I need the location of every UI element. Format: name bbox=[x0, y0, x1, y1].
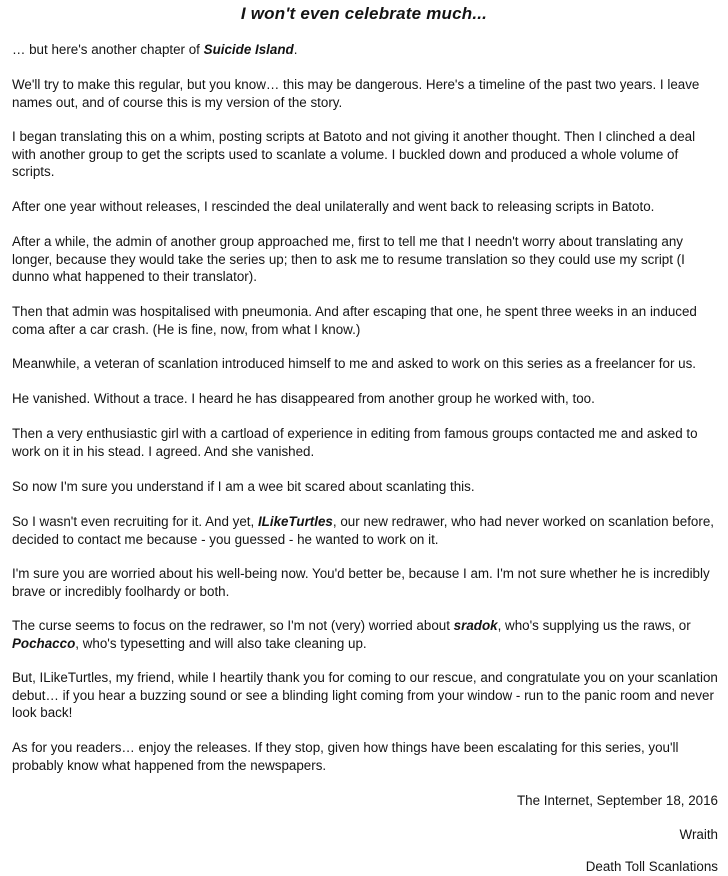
paragraph-text: Meanwhile, a veteran of scanlation introduced himself to me and asked to work on this series as a freelancer for us. bbox=[12, 356, 697, 371]
paragraph-text: I'm sure you are worried about his well-being now. You'd better be, because I am. I'm not sure whether he is incredibly brave or incredibly foolhardy or both. bbox=[12, 566, 710, 599]
paragraph bbox=[12, 565, 720, 600]
paragraph-text: But, ILikeTurtles, my friend, while I heartily thank you for coming to our rescue, and congratulate you on your scanlation debut… if you hear a buzzing sound or see a blinding light coming from your window - run to the panic room and never look back! bbox=[12, 670, 718, 721]
paragraph-text: The curse seems to focus on the redrawer, so I'm not (very) worried about bbox=[12, 618, 454, 633]
paragraph bbox=[12, 355, 720, 373]
paragraph-text: , who's supplying us the raws, or bbox=[497, 618, 691, 633]
emphasized-name: Pochacco bbox=[12, 635, 76, 651]
paragraph bbox=[12, 233, 720, 286]
paragraph bbox=[12, 198, 720, 216]
paragraph bbox=[12, 76, 720, 111]
paragraph-text: . bbox=[293, 42, 298, 57]
paragraph bbox=[12, 390, 720, 408]
emphasized-name: ILikeTurtles bbox=[257, 514, 333, 529]
paragraph-text: So I wasn't even recruiting for it. And yet, bbox=[12, 514, 258, 529]
emphasized-name: sradok bbox=[453, 618, 498, 633]
paragraph bbox=[12, 478, 720, 496]
paragraph bbox=[12, 41, 720, 59]
paragraph bbox=[12, 669, 720, 722]
paragraph-text: After one year without releases, I rescinded the deal unilaterally and went back to releasing scripts in Batoto. bbox=[12, 199, 655, 214]
paragraph bbox=[12, 128, 720, 181]
paragraph-text: … but here's another chapter of bbox=[12, 42, 204, 57]
paragraph-text: , our new redrawer, who had never worked on scanlation before, decided to contact me because - you guessed - he wanted to work on it. bbox=[12, 514, 714, 547]
paragraph-text: Then a very enthusiastic girl with a cartload of experience in editing from famous groups contacted me and asked to work on it in his stead. I agreed. And she vanished. bbox=[12, 426, 698, 459]
paragraph-text: I began translating this on a whim, posting scripts at Batoto and not giving it another thought. Then I clinched a deal with another group to get the scripts used to scanlate a volume. I buckled down and produced a whole volume of scripts. bbox=[12, 129, 696, 180]
paragraph bbox=[12, 425, 720, 460]
paragraph-text: After a while, the admin of another group approached me, first to tell me that I needn't worry about translating any longer, because they would take the series up; then to ask me to resume translation so they could use my script (I dunno what happened to their translator). bbox=[12, 234, 685, 285]
paragraph-text: So now I'm sure you understand if I am a wee bit scared about scanlating this. bbox=[12, 479, 475, 494]
emphasized-name: Suicide Island bbox=[203, 42, 294, 57]
paragraph-text: As for you readers… enjoy the releases. If they stop, given how things have been escalating for this series, you'll probably know what happened from the newspapers. bbox=[12, 740, 679, 773]
paragraph bbox=[12, 617, 720, 652]
page-title: I won't even celebrate much... bbox=[240, 4, 488, 23]
signoff-group: Death Toll Scanlations bbox=[585, 859, 718, 874]
paragraph-text: , who's typesetting and will also take cleaning up. bbox=[75, 635, 367, 651]
paragraph bbox=[12, 303, 720, 338]
paragraph bbox=[12, 739, 720, 774]
paragraph-text: Then that admin was hospitalised with pneumonia. And after escaping that one, he spent three weeks in an induced coma after a car crash. (He is fine, now, from what I know.) bbox=[12, 304, 697, 337]
paragraph-text: He vanished. Without a trace. I heard he has disappeared from another group he worked with, too. bbox=[12, 391, 595, 406]
paragraph bbox=[12, 513, 720, 548]
signoff-place-date: The Internet, September 18, 2016 bbox=[517, 793, 718, 808]
signoff-author: Wraith bbox=[679, 827, 718, 842]
paragraph-text: We'll try to make this regular, but you know… this may be dangerous. Here's a timeline of the past two years. I leave names out, and of course this is my version of the story. bbox=[12, 77, 700, 110]
